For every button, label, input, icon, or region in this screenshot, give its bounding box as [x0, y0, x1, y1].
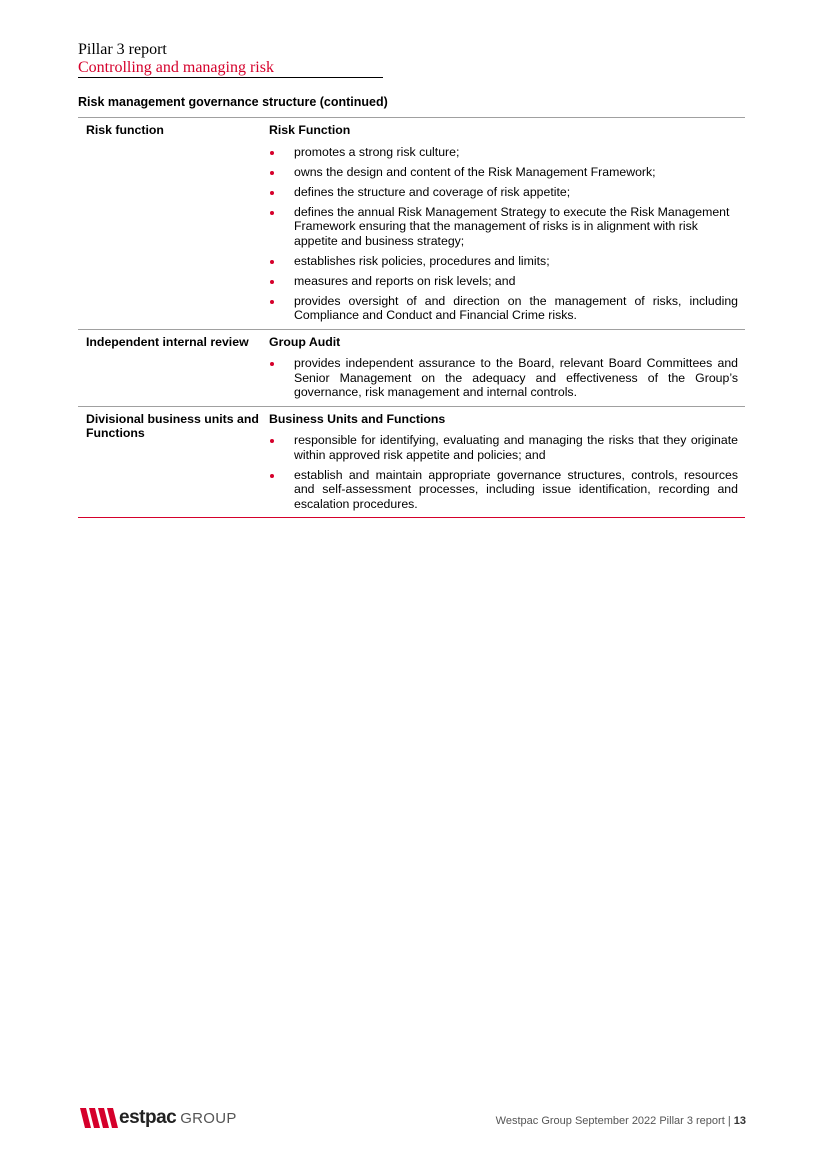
section-title: Controlling and managing risk	[78, 59, 274, 76]
list-item: provides oversight of and direction on the management of risks, including Compliance and Conduct and Financial Crime risks.	[269, 294, 738, 323]
page-footer	[496, 1115, 746, 1127]
list-item: responsible for identifying, evaluating and managing the risks that they originate within approved risk appetite and policies; and	[269, 433, 738, 462]
header-divider	[78, 77, 383, 78]
footer-separator: |	[727, 1115, 731, 1127]
westpac-w-logo-icon	[80, 1108, 120, 1128]
list-item: defines the annual Risk Management Strategy to execute the Risk Management Framework ensuring that the management of risks is in alignment with risk appetite and business strategy;	[269, 205, 738, 249]
westpac-logo	[80, 1107, 237, 1129]
page-number: 13	[733, 1115, 746, 1127]
list-item: defines the structure and coverage of risk appetite;	[269, 185, 738, 200]
document-title: Pillar 3 report	[78, 41, 167, 58]
governance-table	[78, 117, 745, 518]
detail-heading: Risk Function	[269, 123, 351, 137]
table-row	[78, 118, 745, 330]
list-item: establish and maintain appropriate governance structures, controls, resources and self-assessment processes, including issue identification, recording and escalation procedures.	[269, 468, 738, 512]
detail-heading: Group Audit	[269, 334, 341, 349]
list-item: promotes a strong risk culture;	[269, 145, 738, 160]
logo-wordmark: estpac	[119, 1107, 177, 1128]
logo-group-label: GROUP	[180, 1109, 237, 1127]
list-item: owns the design and content of the Risk Management Framework;	[269, 165, 738, 180]
list-item: establishes risk policies, procedures and limits;	[269, 254, 738, 269]
table-title: Risk management governance structure (continued)	[78, 95, 388, 109]
table-row	[78, 329, 745, 406]
list-item: measures and reports on risk levels; and	[269, 274, 738, 289]
function-cell: Independent internal review	[86, 334, 249, 349]
list-item: provides independent assurance to the Board, relevant Board Committees and Senior Management on the adequacy and effectiveness of the Group’s governance, risk management and internal controls.	[269, 356, 738, 400]
function-cell: Divisional business units and Functions	[86, 411, 259, 440]
detail-cell	[269, 329, 745, 406]
function-cell: Risk function	[86, 123, 164, 137]
bullet-list	[269, 433, 738, 511]
bullet-list	[269, 145, 738, 323]
detail-heading: Business Units and Functions	[269, 411, 446, 426]
detail-cell	[269, 406, 745, 518]
page-header	[78, 41, 274, 77]
detail-cell	[269, 118, 745, 330]
footer-report-text: Westpac Group September 2022 Pillar 3 report	[495, 1115, 725, 1127]
table-row	[78, 406, 745, 518]
bullet-list	[269, 356, 738, 400]
